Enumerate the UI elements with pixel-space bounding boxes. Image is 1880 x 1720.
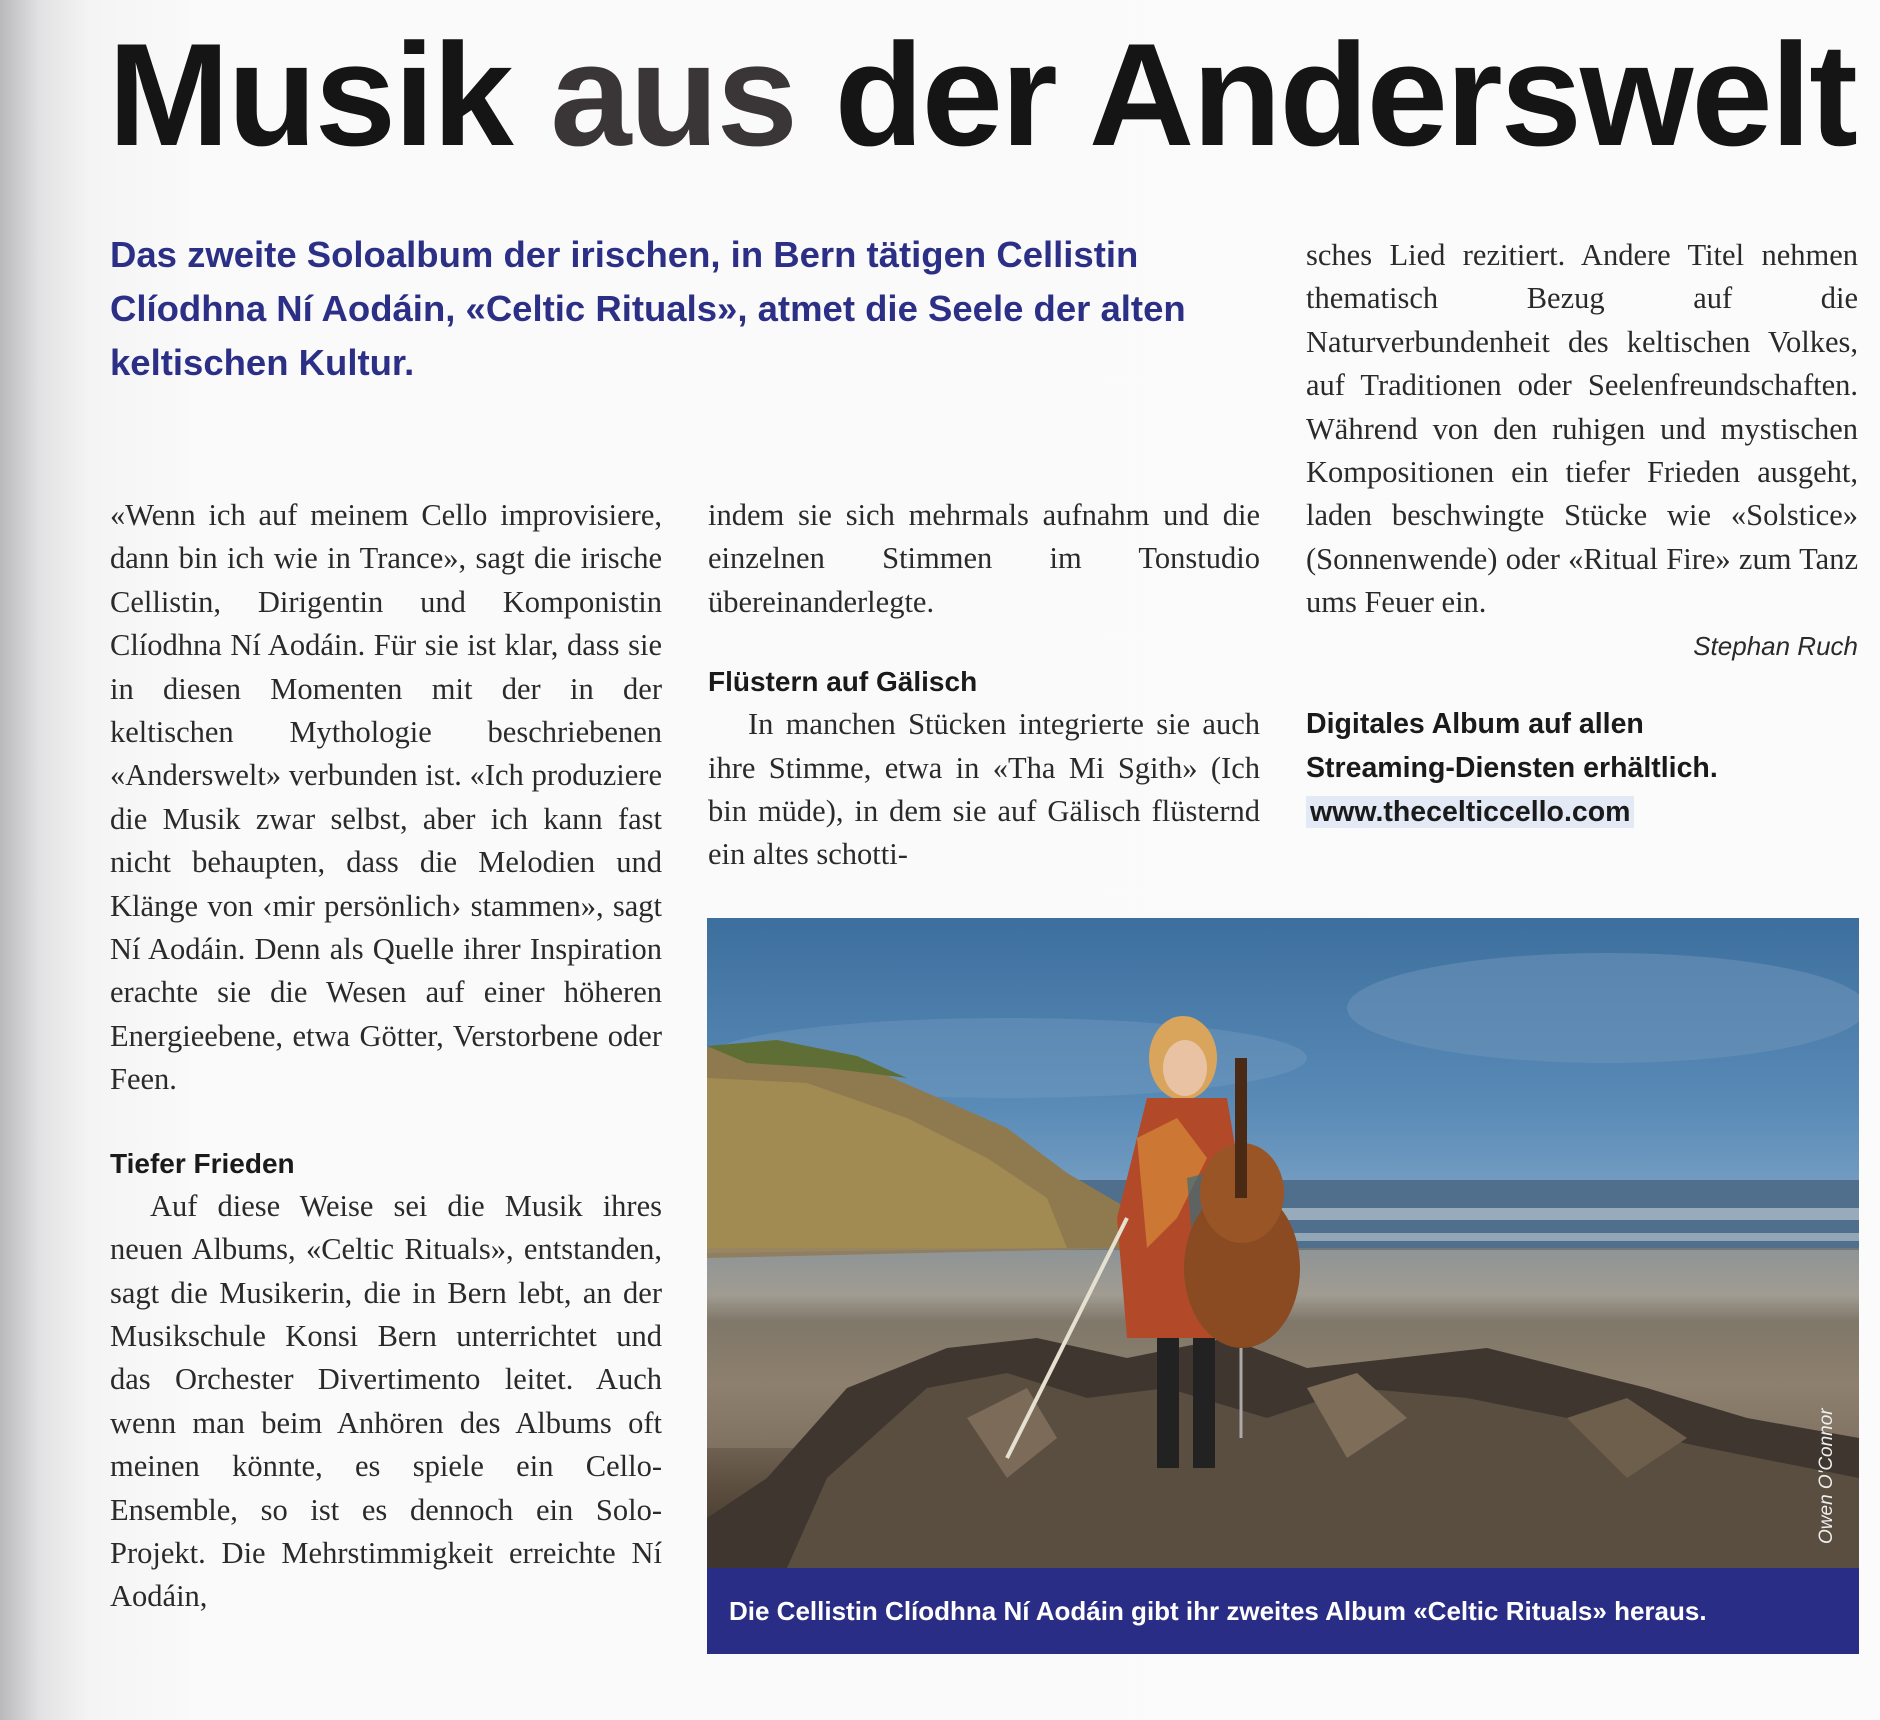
headline-word-2: aus: [550, 13, 796, 176]
column3-paragraph-1: sches Lied rezitiert. Andere Titel nehmen thematisch Bezug auf die Naturverbundenheit des keltischen Volkes, auf Traditionen oder Seelenfreundschaften. Während von den ruhigen und mystischen Kompositionen ein tiefer Frieden ausgeht, laden beschwingte Stücke wie «Solstice» (Sonnenwende) oder «Ritual Fire» zum Tanz ums Feuer ein.: [1306, 238, 1858, 620]
article-lead: Das zweite Soloalbum der irischen, in Bern tätigen Cellistin Clíodhna Ní Aodáin, «Celtic Rituals», atmet die Seele der alten keltischen Kultur.: [110, 234, 1186, 383]
album-info-line-1: Digitales Album auf allen: [1306, 707, 1644, 740]
text-column-3: [1306, 234, 1858, 834]
headline-word-1: Musik: [108, 13, 512, 176]
article-headline: [108, 10, 1856, 180]
photo-credit: Owen O'Connor: [1816, 1408, 1837, 1544]
column2-paragraph-2: In manchen Stücken integrierte sie auch ihre Stimme, etwa in «Tha Mi Sgith» (Ich bin müde), in dem sie auf Gälisch flüsternd ein altes schotti-: [708, 707, 1260, 872]
article-photo-cellist-on-beach: [707, 918, 1859, 1568]
headline-word-3: der Anderswelt: [834, 13, 1856, 176]
column1-paragraph-1: «Wenn ich auf meinem Cello improvisiere, dann bin ich wie in Trance», sagt die irische Cellistin, Dirigentin und Komponistin Clíodhna Ní Aodáin. Für sie ist klar, dass sie in diesen Momenten mit der in der keltischen Mythologie beschriebenen «Anderswelt» verbunden ist. «Ich produziere die Musik zwar selbst, aber ich kann fast nicht behaupten, dass die Melodien und Klänge von ‹mir persönlich› stammen», sagt Ní Aodáin. Denn als Quelle ihrer Inspiration erachte sie die Wesen auf einer höheren Energieebene, etwa Götter, Verstorbene oder Feen.: [110, 498, 662, 1097]
subhead-fluestern-auf-gaelisch: Flüstern auf Gälisch: [708, 666, 978, 698]
text-column-2: [708, 494, 1260, 877]
photo-caption: Die Cellistin Clíodhna Ní Aodáin gibt ihr zweites Album «Celtic Rituals» heraus.: [707, 1568, 1859, 1654]
album-info-line-2: Streaming-Diensten erhältlich.: [1306, 751, 1718, 784]
album-info-box: [1306, 702, 1858, 834]
column1-paragraph-2: Auf diese Weise sei die Musik ihres neuen Albums, «Celtic Rituals», entstanden, sagt die Musikerin, die in Bern lebt, an der Musikschule Konsi Bern unterrichtet und das Orchester Divertimento leitet. Auch wenn man beim Anhören des Albums oft meinen könnte, es spiele ein Cello-Ensemble, so ist es dennoch ein Solo-Projekt. Die Mehrstimmigkeit erreichte Ní Aodáin,: [110, 1188, 662, 1614]
photo-illustration: [707, 918, 1859, 1568]
column2-paragraph-1: indem sie sich mehrmals aufnahm und die einzelnen Stimmen im Tonstudio übereinanderlegte.: [708, 498, 1260, 619]
author-byline: Stephan Ruch: [1693, 630, 1858, 661]
website-link[interactable]: www.thecelticcello.com: [1306, 796, 1634, 828]
subhead-tiefer-frieden: Tiefer Frieden: [110, 1147, 295, 1179]
text-column-1: [110, 494, 662, 1619]
